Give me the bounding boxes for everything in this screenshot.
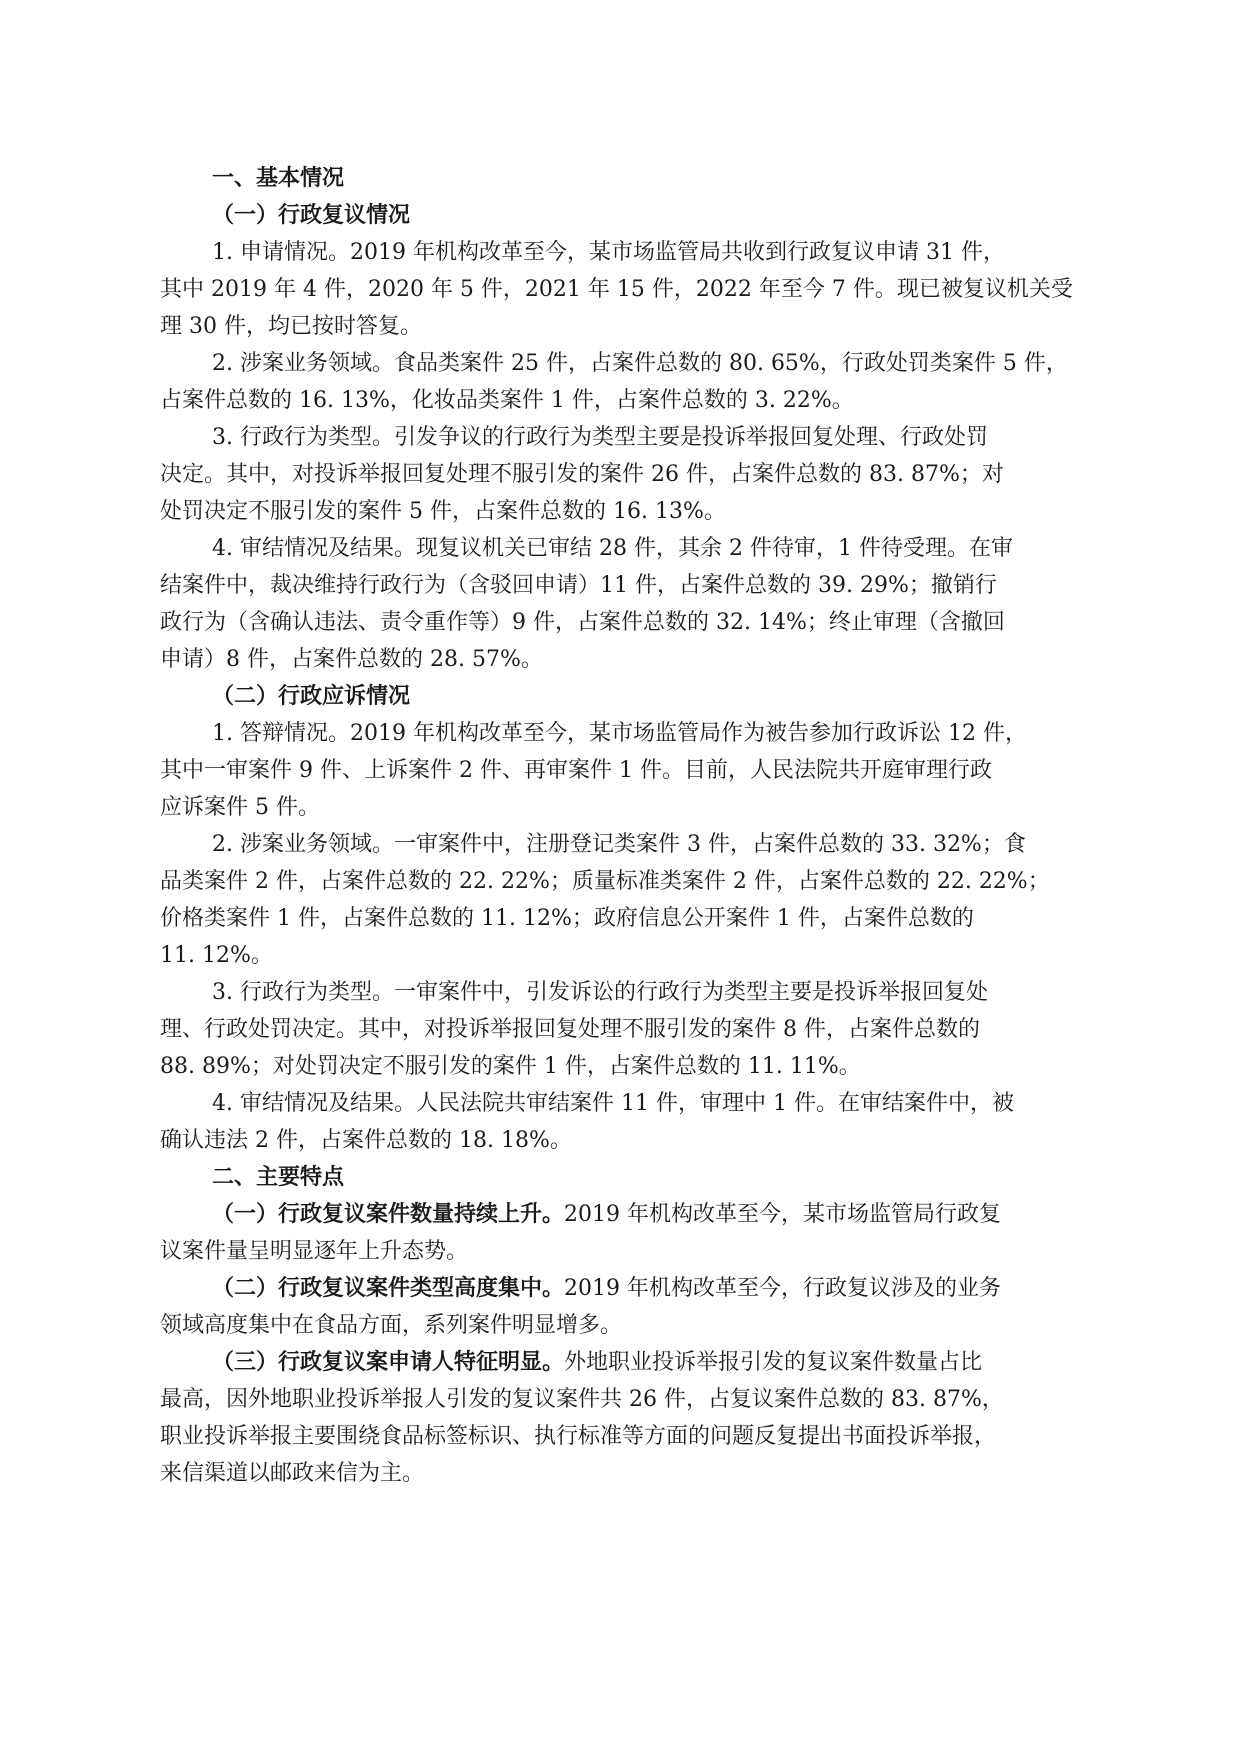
feature-text: 2019 年机构改革至今，行政复议涉及的业务 <box>564 1276 1001 1301</box>
paragraph-line: 品类案件 2 件，占案件总数的 22. 22%；质量标准类案件 2 件，占案件总数的 22. 22%； <box>160 869 1050 894</box>
paragraph-line: 2. 涉案业务领域。食品类案件 25 件，占案件总数的 80. 65%，行政处罚类案件 5 件， <box>212 351 1068 376</box>
paragraph-line: 88. 89%；对处罚决定不服引发的案件 1 件，占案件总数的 11. 11%。 <box>160 1054 861 1079</box>
paragraph-litigation-results <box>160 1085 1090 1159</box>
paragraph-line <box>160 1196 1090 1233</box>
paragraph-line: 1. 申请情况。2019 年机构改革至今，某市场监管局共收到行政复议申请 31 件， <box>212 240 1005 265</box>
paragraph-line: 职业投诉举报主要围绕食品标签标识、执行标准等方面的问题反复提出书面投诉举报， <box>160 1424 997 1449</box>
paragraph-line: 价格类案件 1 件，占案件总数的 11. 12%；政府信息公开案件 1 件，占案件总数的 <box>160 906 974 931</box>
paragraph-defense <box>160 715 1090 826</box>
paragraph-line: 占案件总数的 16. 13%，化妆品类案件 1 件，占案件总数的 3. 22%。 <box>160 388 854 413</box>
paragraph-line: 应诉案件 5 件。 <box>160 795 320 820</box>
paragraph-line: 理、行政处罚决定。其中，对投诉举报回复处理不服引发的案件 8 件，占案件总数的 <box>160 1017 980 1042</box>
paragraph-litigation-behavior <box>160 974 1090 1085</box>
paragraph-litigation-field <box>160 826 1090 974</box>
paragraph-line: 11. 12%。 <box>160 943 273 968</box>
paragraph-conclusion-results <box>160 530 1090 678</box>
paragraph-line: 结案件中，裁决维持行政行为（含驳回申请）11 件，占案件总数的 39. 29%；撤销行 <box>160 573 997 598</box>
paragraph-line: 2. 涉案业务领域。一审案件中，注册登记类案件 3 件，占案件总数的 33. 32%；食 <box>212 832 1026 857</box>
paragraph-line: 4. 审结情况及结果。人民法院共审结案件 11 件，审理中 1 件。在审结案件中，被 <box>212 1091 1014 1116</box>
feature-text: 外地职业投诉举报引发的复议案件数量占比 <box>564 1350 983 1375</box>
paragraph-line: 最高，因外地职业投诉举报人引发的复议案件共 26 件，占复议案件总数的 83. 87%， <box>160 1387 1004 1412</box>
paragraph-line: 处罚决定不服引发的案件 5 件，占案件总数的 16. 13%。 <box>160 499 726 524</box>
feature-text: 2019 年机构改革至今，某市场监管局行政复 <box>564 1202 1001 1227</box>
paragraph-line: 3. 行政行为类型。引发争议的行政行为类型主要是投诉举报回复处理、行政处罚 <box>212 425 988 450</box>
feature-lead: （一）行政复议案件数量持续上升。 <box>212 1202 565 1227</box>
paragraph-line: 3. 行政行为类型。一审案件中，引发诉讼的行政行为类型主要是投诉举报回复处 <box>212 980 988 1005</box>
paragraph-line: 议案件量呈明显逐年上升态势。 <box>160 1239 469 1264</box>
paragraph-line: 来信渠道以邮政来信为主。 <box>160 1461 425 1486</box>
feature-lead: （三）行政复议案申请人特征明显。 <box>212 1350 565 1375</box>
paragraph-feature-applicants <box>160 1344 1090 1492</box>
paragraph-line <box>160 1270 1090 1307</box>
subsection-heading-reconsideration: （一）行政复议情况 <box>212 203 411 228</box>
document-page <box>160 160 1090 1492</box>
paragraph-line <box>160 1344 1090 1381</box>
paragraph-feature-rising <box>160 1196 1090 1270</box>
feature-lead: （二）行政复议案件类型高度集中。 <box>212 1276 565 1301</box>
paragraph-business-field <box>160 345 1090 419</box>
section-heading-basic: 一、基本情况 <box>212 166 345 191</box>
paragraph-behavior-type <box>160 419 1090 530</box>
paragraph-line: 理 30 件，均已按时答复。 <box>160 314 422 339</box>
paragraph-line: 其中 2019 年 4 件，2020 年 5 件，2021 年 15 件，2022 年至今 7 件。现已被复议机关受 <box>160 277 1073 302</box>
section-heading-features: 二、主要特点 <box>212 1165 345 1190</box>
paragraph-line: 其中一审案件 9 件、上诉案件 2 件、再审案件 1 件。目前，人民法院共开庭审理行政 <box>160 758 992 783</box>
paragraph-line: 决定。其中，对投诉举报回复处理不服引发的案件 26 件，占案件总数的 83. 87%；对 <box>160 462 1004 487</box>
paragraph-line: 政行为（含确认违法、责令重作等）9 件，占案件总数的 32. 14%；终止审理（含撤回 <box>160 610 1005 635</box>
subsection-heading-litigation: （二）行政应诉情况 <box>212 684 411 709</box>
paragraph-line: 1. 答辩情况。2019 年机构改革至今，某市场监管局作为被告参加行政诉讼 12 件， <box>212 721 1027 746</box>
paragraph-line: 4. 审结情况及结果。现复议机关已审结 28 件，其余 2 件待审，1 件待受理。在审 <box>212 536 1013 561</box>
paragraph-line: 领域高度集中在食品方面，系列案件明显增多。 <box>160 1313 623 1338</box>
paragraph-line: 确认违法 2 件，占案件总数的 18. 18%。 <box>160 1128 572 1153</box>
paragraph-line: 申请）8 件，占案件总数的 28. 57%。 <box>160 647 543 672</box>
paragraph-application <box>160 234 1090 345</box>
paragraph-feature-concentrated <box>160 1270 1090 1344</box>
